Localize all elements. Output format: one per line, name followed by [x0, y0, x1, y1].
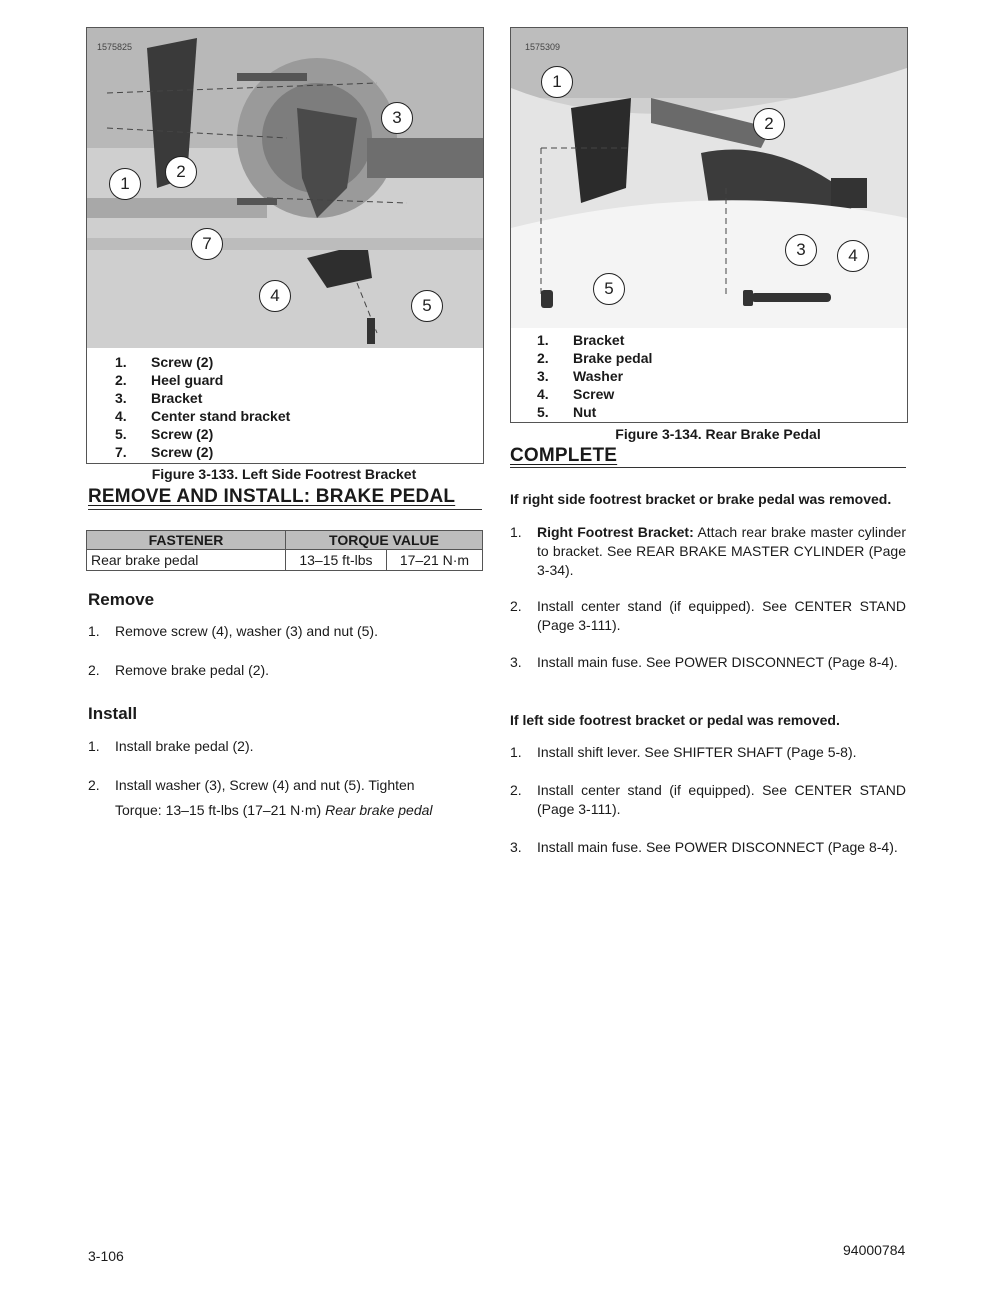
complete-right-step-3: 3. Install main fuse. See POWER DISCONNECT (Page 8-4). — [510, 654, 898, 670]
legend-item: 3. Washer — [537, 368, 624, 384]
callout-2: 2 — [753, 108, 785, 140]
page-number: 3-106 — [88, 1248, 124, 1264]
figure-134 — [510, 27, 908, 423]
legend-item: 2. Brake pedal — [537, 350, 653, 366]
complete-left-step-3: 3. Install main fuse. See POWER DISCONNECT (Page 8-4). — [510, 839, 898, 855]
callout-1: 1 — [541, 66, 573, 98]
callout-4: 4 — [259, 280, 291, 312]
figure-133-caption: Figure 3-133. Left Side Footrest Bracket — [151, 466, 417, 482]
section-rule — [88, 509, 482, 510]
legend-item: 7. Screw (2) — [115, 444, 214, 460]
callout-3: 3 — [381, 102, 413, 134]
table-header-fastener: FASTENER — [87, 531, 286, 550]
legend-item: 5. Screw (2) — [115, 426, 214, 442]
remove-step-2: 2. Remove brake pedal (2). — [88, 662, 270, 678]
callout-5: 5 — [593, 273, 625, 305]
install-step-1: 1. Install brake pedal (2). — [88, 738, 254, 754]
figure-image-id: 1575309 — [525, 42, 561, 52]
complete-right-step-1: 1. Right Footrest Bracket: Attach rear brake master cylinder to bracket. See REAR BRAKE MASTER CYLINDER (Page 3-34). — [510, 524, 906, 578]
callout-1: 1 — [109, 168, 141, 200]
figure-134-caption: Figure 3-134. Rear Brake Pedal — [615, 426, 821, 442]
legend-item: 1. Bracket — [537, 332, 625, 348]
legend-item: 3. Bracket — [115, 390, 203, 406]
callout-5: 5 — [411, 290, 443, 322]
legend-item: 2. Heel guard — [115, 372, 224, 388]
legend-item: 5. Nut — [537, 404, 597, 420]
complete-right-step-2: 2. Install center stand (if equipped). See CENTER STAND (Page 3-111). — [510, 598, 906, 633]
legend-item: 1. Screw (2) — [115, 354, 214, 370]
install-step-2: 2. Install washer (3), Screw (4) and nut (5). Tighten — [88, 777, 415, 793]
section-heading-remove-install: REMOVE AND INSTALL: BRAKE PEDAL — [88, 486, 456, 507]
table-cell: Rear brake pedal — [87, 550, 286, 571]
document-number: 94000784 — [843, 1242, 906, 1258]
complete-left-step-2: 2. Install center stand (if equipped). See CENTER STAND (Page 3-111). — [510, 782, 906, 817]
right-side-lead: If right side footrest bracket or brake pedal was removed. — [510, 491, 892, 507]
section-heading-complete: COMPLETE — [510, 445, 618, 466]
table-cell: 17–21 N·m — [386, 550, 482, 571]
legend-item: 4. Screw — [537, 386, 615, 402]
callout-3: 3 — [785, 234, 817, 266]
complete-left-step-1: 1. Install shift lever. See SHIFTER SHAFT (Page 5-8). — [510, 744, 857, 760]
legend-item: 4. Center stand bracket — [115, 408, 291, 424]
figure-133-legend — [115, 353, 290, 461]
section-rule — [510, 467, 906, 468]
figure-image-id: 1575825 — [97, 42, 133, 52]
torque-table — [86, 530, 483, 571]
callout-4: 4 — [837, 240, 869, 272]
torque-note: Torque: 13–15 ft-lbs (17–21 N·m) Rear brake pedal — [115, 802, 433, 818]
figure-133 — [86, 27, 484, 464]
table-cell: 13–15 ft-lbs — [286, 550, 387, 571]
table-header-torque: TORQUE VALUE — [286, 531, 483, 550]
callout-2: 2 — [165, 156, 197, 188]
table-row — [87, 550, 483, 571]
left-side-lead: If left side footrest bracket or pedal was removed. — [510, 712, 840, 728]
subheading-remove: Remove — [88, 590, 155, 609]
figure-134-legend — [537, 331, 652, 421]
subheading-install: Install — [88, 704, 138, 723]
remove-step-1: 1. Remove screw (4), washer (3) and nut (5). — [88, 623, 378, 639]
callout-7: 7 — [191, 228, 223, 260]
